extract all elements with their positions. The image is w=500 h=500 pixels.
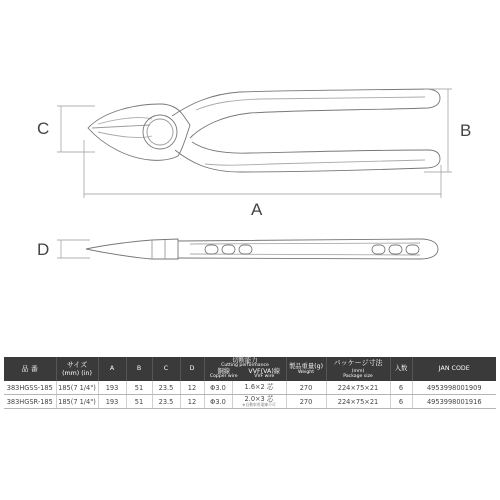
cell-weight: 270 — [286, 381, 326, 395]
pliers-side-view — [88, 89, 440, 172]
cell-size: 185(7 1/4") — [56, 381, 98, 395]
header-weight: 製品重量(g) Weight — [286, 357, 326, 381]
cell-copper: Φ3.0 — [204, 381, 232, 395]
header-copper: 銅線 Copper wire — [209, 368, 238, 380]
cell-package: 224×75×21 — [326, 381, 390, 395]
cell-b: 51 — [126, 395, 152, 409]
grip-slot — [389, 245, 402, 254]
dimension-label-c: C — [37, 119, 50, 138]
cell-qty: 6 — [390, 381, 412, 395]
header-name: 品 番 — [4, 357, 56, 381]
header-c: C — [152, 357, 180, 381]
cell-c: 23.5 — [152, 381, 180, 395]
cell-a: 193 — [98, 395, 126, 409]
pliers-pivot — [143, 115, 177, 149]
pliers-cutting-edge — [92, 125, 150, 128]
grip-slot — [239, 245, 252, 254]
cell-a: 193 — [98, 381, 126, 395]
header-d: D — [180, 357, 204, 381]
cell-d: 12 — [180, 381, 204, 395]
header-b: B — [126, 357, 152, 381]
cell-name: 383HGSS-185 — [4, 381, 56, 395]
pliers-top-handle — [178, 239, 438, 259]
dimension-b — [424, 89, 452, 172]
pliers-jaw-outline — [88, 104, 190, 160]
spec-table — [4, 357, 496, 409]
dimension-label-d: D — [37, 240, 50, 259]
header-cutting-title: 切断能力 Cutting performance — [221, 357, 269, 369]
header-a: A — [98, 357, 126, 381]
cell-weight: 270 — [286, 395, 326, 409]
grip-slot — [372, 245, 385, 254]
header-cutting — [204, 357, 286, 381]
cell-vvf: 2.0×3 芯 ※自動車用電線不可 — [232, 395, 286, 409]
header-jan: JAN CODE — [412, 357, 496, 381]
cell-jan: 4953998001909 — [412, 381, 496, 395]
grip-slot — [406, 245, 419, 254]
dimension-d — [57, 240, 90, 258]
header-size: サイズ (mm) (in) — [56, 357, 98, 381]
table-row — [4, 395, 496, 409]
pliers-upper-handle — [172, 89, 440, 138]
pliers-top-view — [86, 239, 438, 259]
dimension-label-a: A — [251, 200, 263, 219]
header-package: パッケージ寸法(mm) Package size — [326, 357, 390, 381]
pliers-top-jaw — [86, 239, 178, 259]
grip-slot — [222, 245, 235, 254]
table-row — [4, 381, 496, 395]
cell-copper: Φ3.0 — [204, 395, 232, 409]
cell-package: 224×75×21 — [326, 395, 390, 409]
header-qty: 入数 — [390, 357, 412, 381]
cell-vvf: 1.6×2 芯 — [232, 381, 286, 395]
cell-jan: 4953998001916 — [412, 395, 496, 409]
dimension-label-b: B — [460, 121, 472, 140]
pliers-lower-handle — [175, 142, 440, 172]
cell-name: 383HGSR-185 — [4, 395, 56, 409]
cell-vvf-note: ※自動車用電線不可 — [242, 402, 276, 408]
cell-c: 23.5 — [152, 395, 180, 409]
grip-slot — [205, 245, 218, 254]
cell-size: 185(7 1/4") — [56, 395, 98, 409]
header-vvf: VVF(VA)線 VVF wire — [248, 368, 281, 380]
cell-qty: 6 — [390, 395, 412, 409]
table-header-row — [4, 357, 496, 381]
cell-b: 51 — [126, 381, 152, 395]
cell-d: 12 — [180, 395, 204, 409]
